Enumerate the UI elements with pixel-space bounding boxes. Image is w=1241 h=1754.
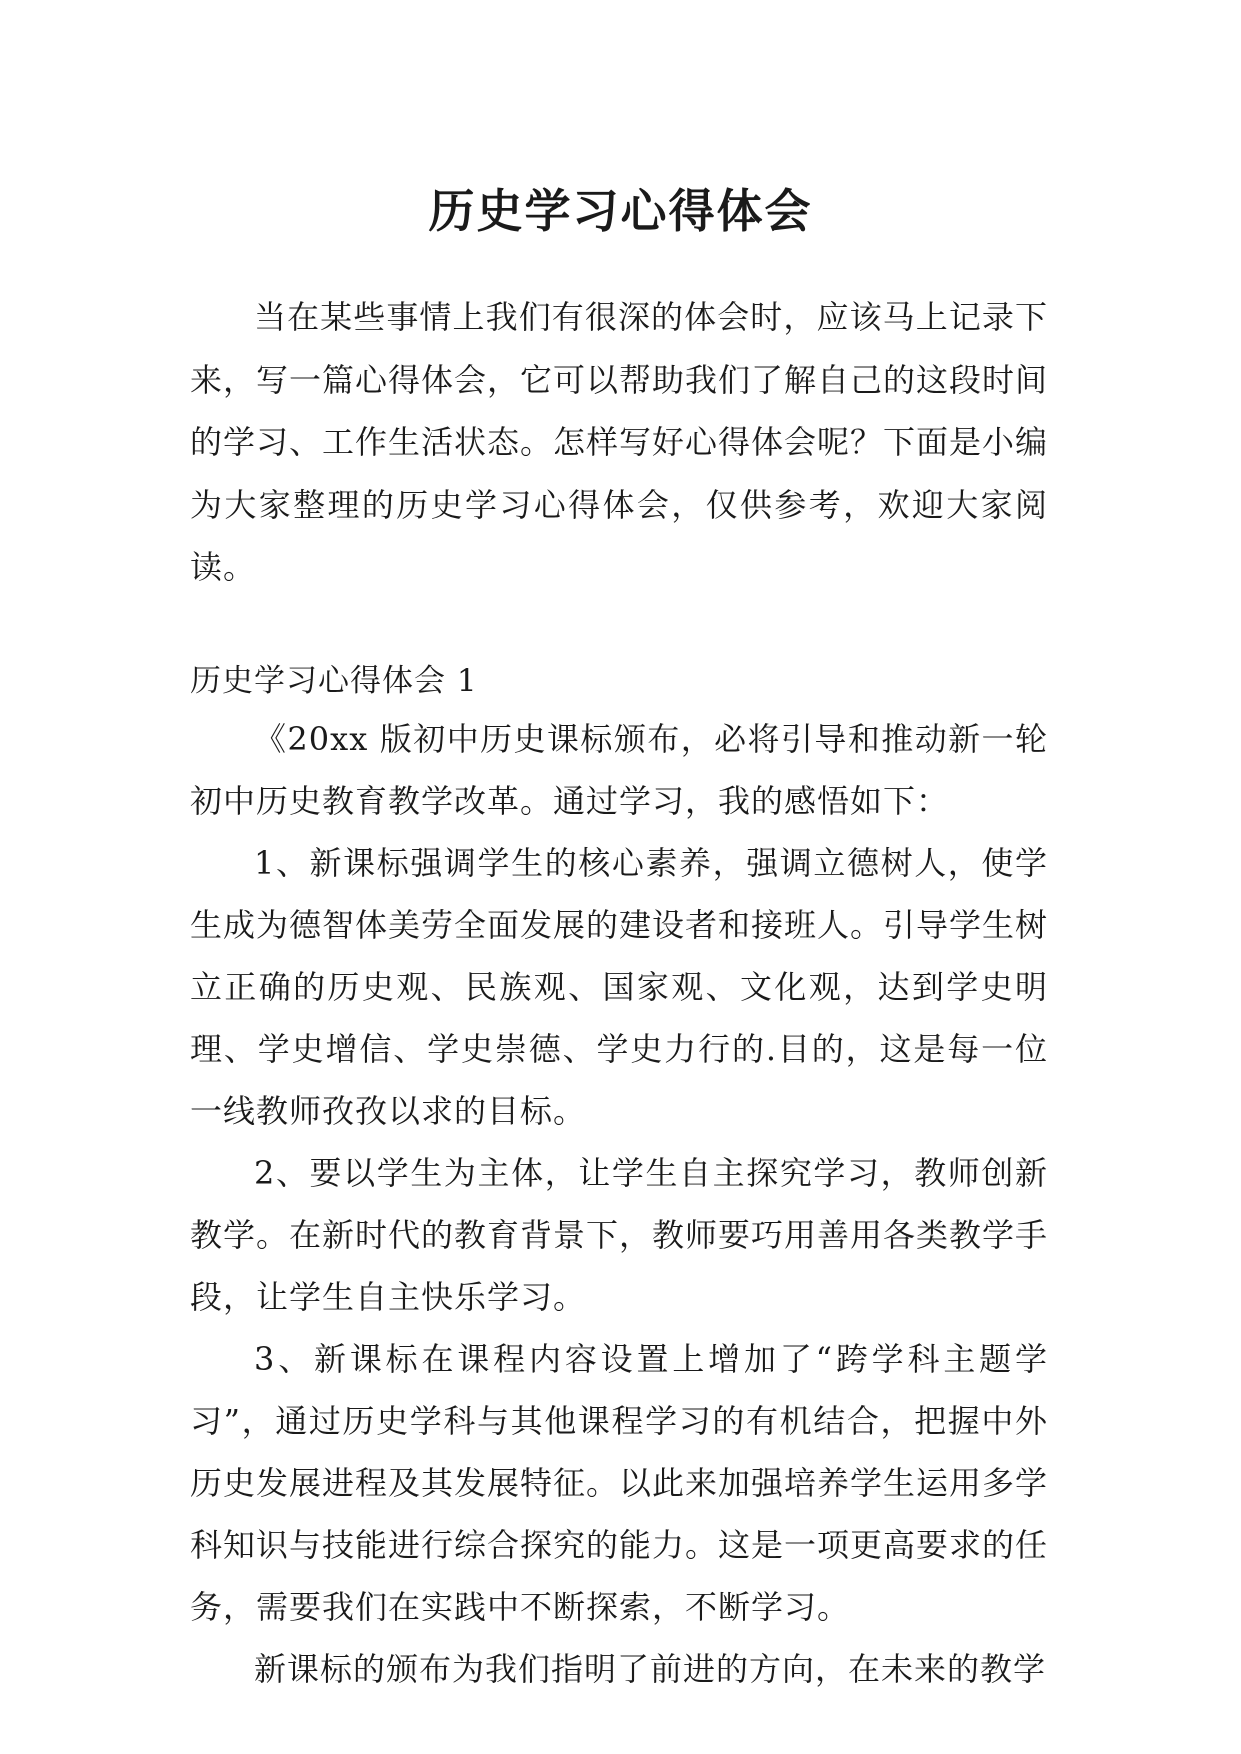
body-paragraph-1: 《20xx 版初中历史课标颁布，必将引导和推动新一轮初中历史教育教学改革。通过学习，我的感悟如下： — [190, 719, 1048, 820]
body-paragraph-4: 3、新课标在课程内容设置上增加了“跨学科主题学习”，通过历史学科与其他课程学习的有机结合，把握中外历史发展进程及其发展特征。以此来加强培养学生运用多学科知识与技能进行综合探究的能力。这是一项更高要求的任务，需要我们在实践中不断探索，不断学习。 — [190, 1339, 1049, 1626]
document-body — [190, 286, 1048, 1700]
intro-paragraph: 当在某些事情上我们有很深的体会时，应该马上记录下来，写一篇心得体会，它可以帮助我们了解自己的这段时间的学习、工作生活状态。怎样写好心得体会呢？下面是小编为大家整理的历史学习心得体会，仅供参考，欢迎大家阅读。 — [190, 298, 1049, 586]
document-title: 历史学习心得体会 — [428, 183, 813, 238]
body-paragraph-5: 新课标的颁布为我们指明了前进的方向，在未来的教学 — [254, 1649, 1047, 1688]
body-paragraph-2: 1、新课标强调学生的核心素养，强调立德树人，使学生成为德智体美劳全面发展的建设者和接班人。引导学生树立正确的历史观、民族观、国家观、文化观，达到学史明理、学史增信、学史崇德、学史力行的.目的，这是每一位一线教师孜孜以求的目标。 — [190, 843, 1049, 1130]
body-paragraph-3: 2、要以学生为主体，让学生自主探究学习，教师创新教学。在新时代的教育背景下，教师要巧用善用各类教学手段，让学生自主快乐学习。 — [190, 1153, 1049, 1316]
section-heading: 历史学习心得体会 1 — [190, 662, 478, 699]
